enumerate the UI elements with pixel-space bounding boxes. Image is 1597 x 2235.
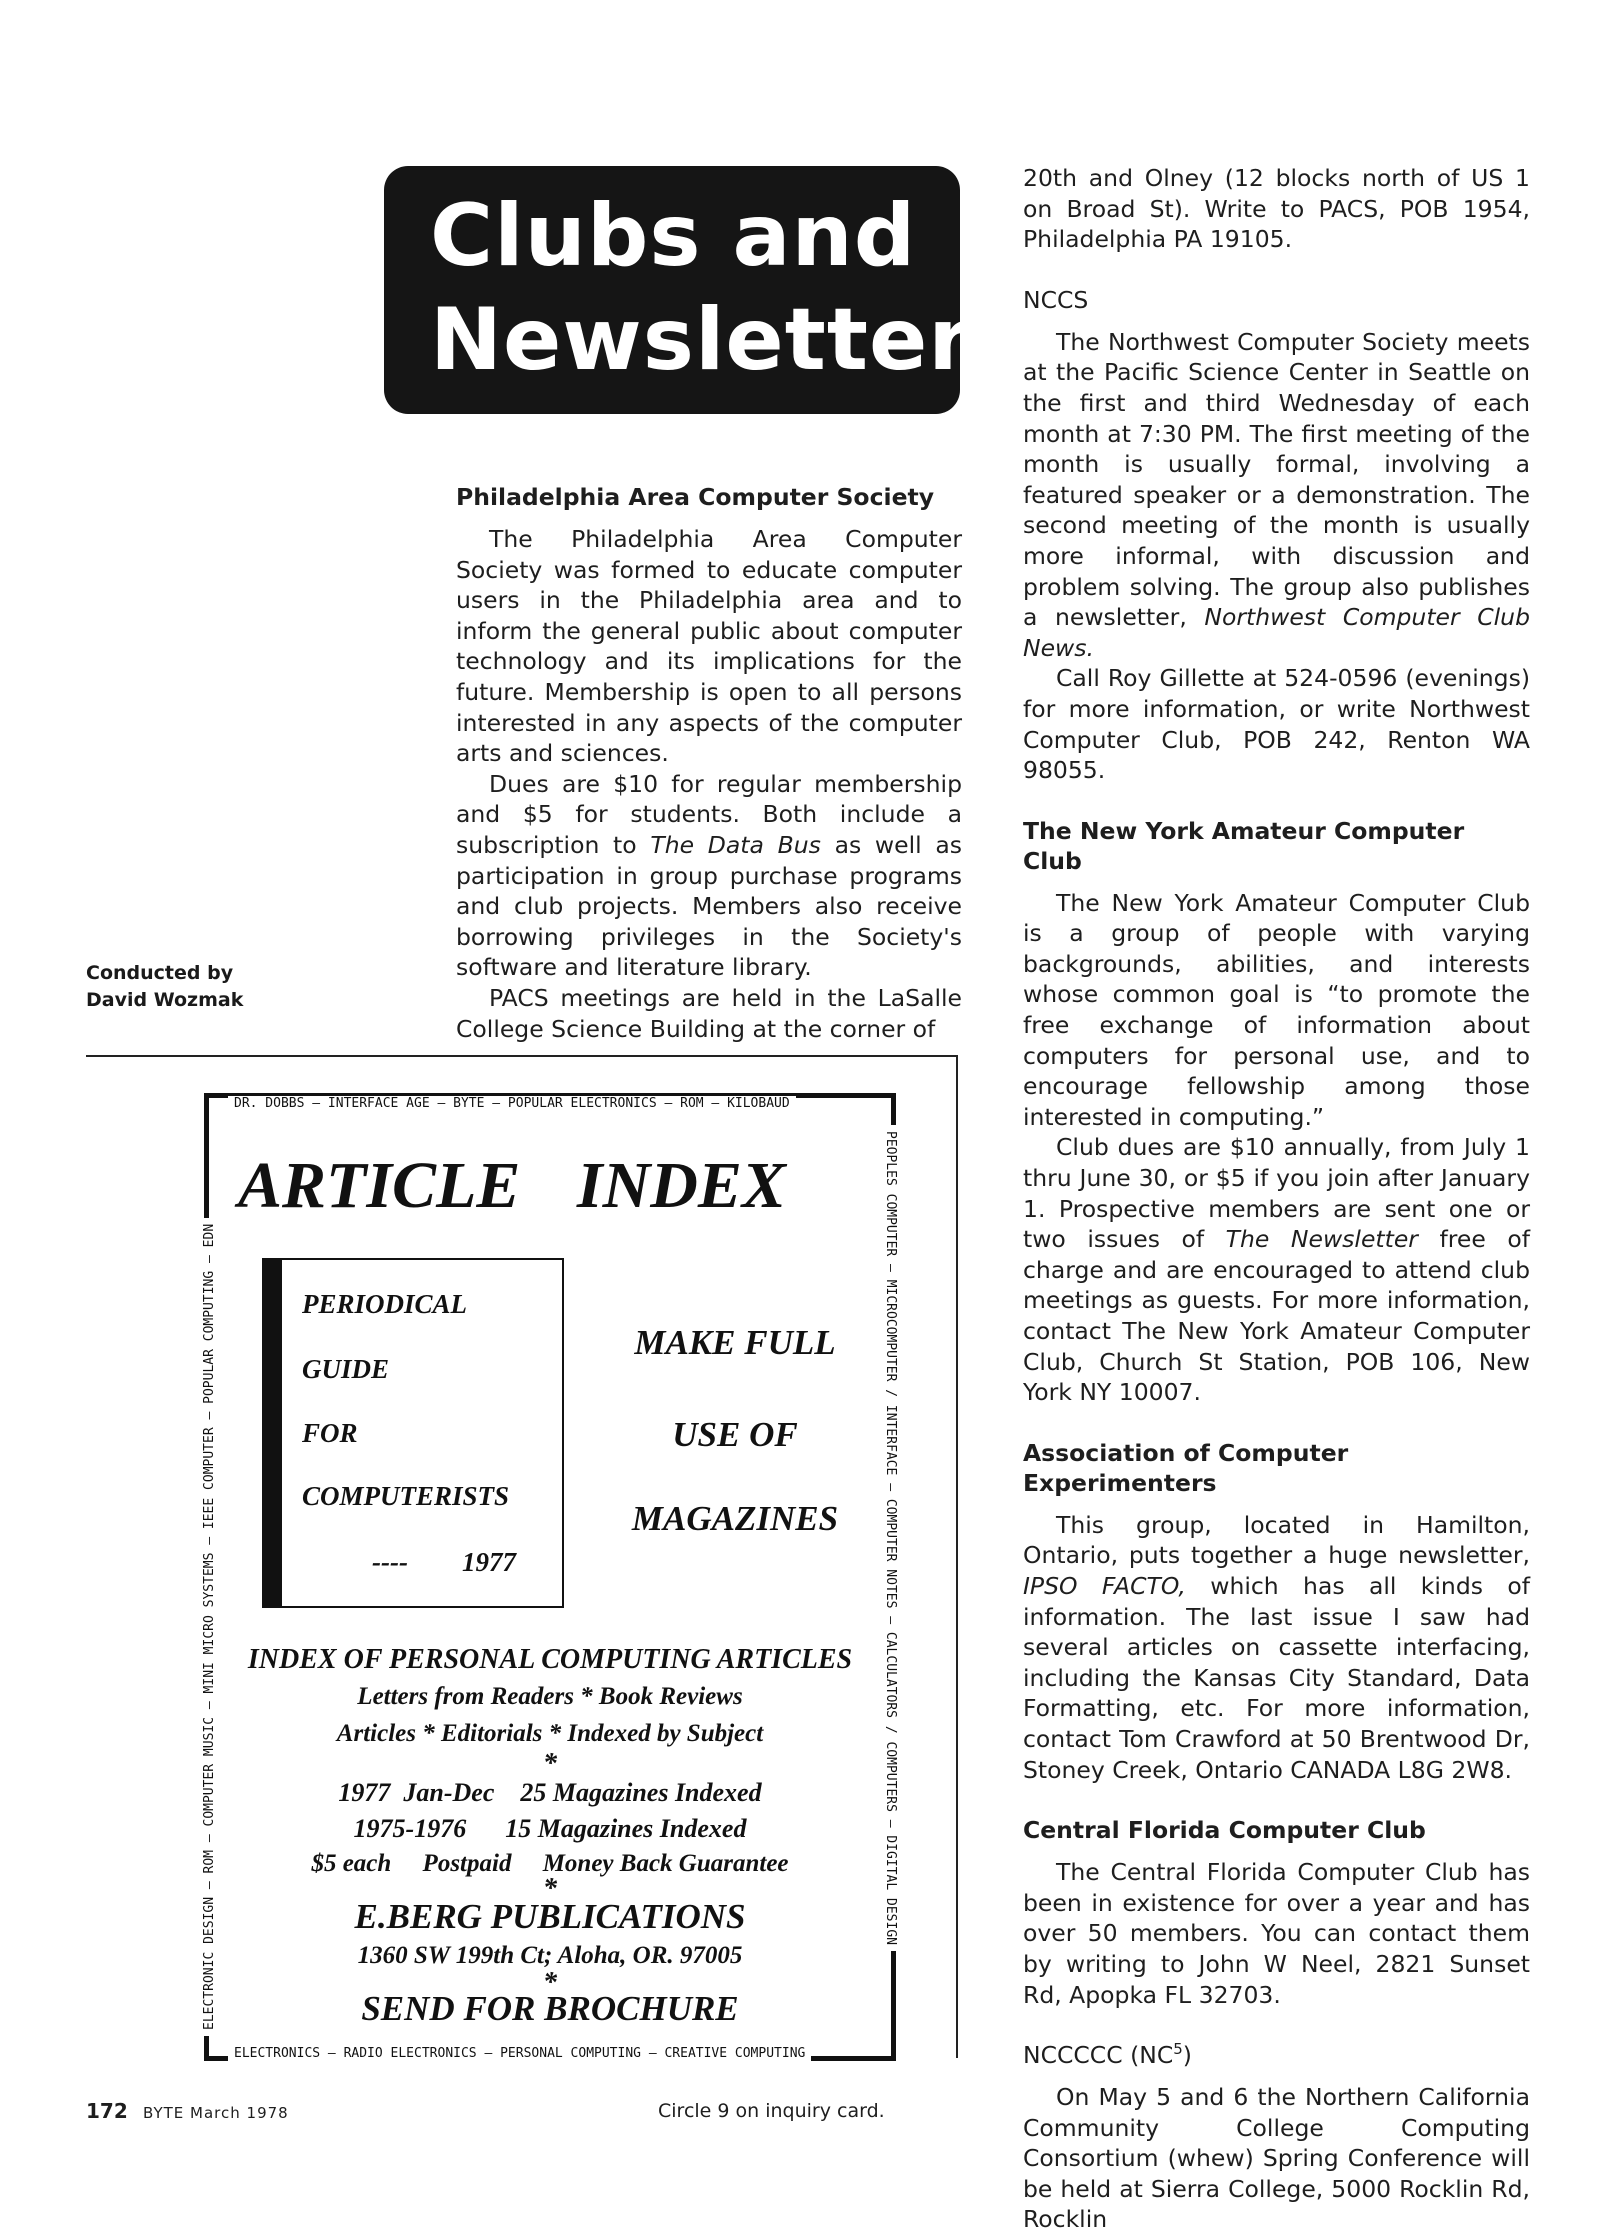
inquiry-note: Circle 9 on inquiry card.: [658, 2100, 885, 2122]
ad-border-bottom-text: ELECTRONICS — RADIO ELECTRONICS — PERSONAL COMPUTING — CREATIVE COMPUTING: [228, 2046, 811, 2061]
nyacc-paragraph-1: The New York Amateur Computer Club is a group of people with varying backgrounds, abilities, and interests whose common goal is “to promote the free exchange of information about computers for personal use, and to encourage fellowship among those interested in computing.”: [1023, 888, 1530, 1131]
data-bus-title: The Data Bus: [650, 830, 821, 859]
ad-row-price: $5 each Postpaid Money Back Guarantee: [311, 1850, 789, 1877]
ad-articles-line: Articles * Editorials * Indexed by Subject: [336, 1720, 764, 1747]
ad-border-right-text: PEOPLES COMPUTER — MICROCOMPUTER / INTERFACE — COMPUTER NOTES — CALCULATORS / COMPUTERS — DIGITAL DESIGN: [883, 1125, 898, 1951]
pacs-paragraph-1: The Philadelphia Area Computer Society was formed to educate computer users in the Philadelphia area and to inform the general public about computer technology and its implications for the future. Membership is open to all persons interested in any aspects of the computer arts and sciences.: [456, 525, 962, 768]
ad-star-2: *: [543, 1873, 557, 1904]
box-line: PERIODICAL: [302, 1289, 468, 1319]
box-year: ---- 1977: [372, 1547, 516, 1577]
ace-heading: Association of Computer Experimenters: [1023, 1438, 1349, 1497]
ace-paragraph-1: This group, located in Hamilton, Ontario, puts together a huge newsletter, IPSO FACTO, which has all kinds of information. The last issue I saw had several articles on cassette interfacing, including the Kansas City Standard, Data Formatting, etc. For more information, contact Tom Crawford at 50 Brentwood Dr, Stoney Creek, Ontario CANADA L8G 2W8.: [1023, 1510, 1530, 1784]
nccccc-heading: NCCCCC $(NC^5)$: [1023, 2040, 1192, 2070]
ad-address: 1360 SW 199th Ct; Aloha, OR. 97005: [357, 1942, 743, 1969]
title-line-1: Clubs and: [430, 186, 917, 286]
ipso-facto-title: IPSO FACTO,: [1023, 1571, 1186, 1600]
pacs-heading: Philadelphia Area Computer Society: [456, 483, 935, 511]
periodical-guide-bar: [262, 1258, 282, 1608]
ad-star-3: *: [543, 1967, 557, 1998]
ad-publisher: E.BERG PUBLICATIONS: [354, 1897, 746, 1936]
column-credit: [86, 960, 243, 1014]
credit-line-1: Conducted by: [86, 962, 234, 984]
nccs-newsletter-title: Northwest Computer Club News.: [1023, 603, 1530, 662]
box-line: GUIDE: [302, 1354, 390, 1384]
ad-border-left-text: ELECTRONIC DESIGN — ROM — COMPUTER MUSIC — MINI MICRO SYSTEMS — IEEE COMPUTER — POPULAR COMPUTING — EDN: [202, 1218, 217, 2036]
nyacc-newsletter-title: The Newsletter: [1225, 1225, 1418, 1254]
nccs-heading: NCCS: [1023, 285, 1089, 314]
section-title-block: [384, 166, 1024, 414]
nyacc-paragraph-2: Club dues are $10 annually, from July 1 thru June 30, or $5 if you join after January 1. Prospective members are sent one or two issues of The Newsletter free of charge and are encouraged to attend club meetings as guests. For more information, contact The New York Amateur Computer Club, Church St Station, POB 106, New York NY 10007.: [1023, 1133, 1530, 1407]
ad-cta: SEND FOR BROCHURE: [361, 1989, 739, 2028]
pacs-paragraph-2: Dues are $10 for regular membership and $5 for students. Both include a subscription to The Data Bus as well as participation in group purchase programs and club projects. Members also receive borrowing privileges in the Society's software and literature library.: [456, 769, 963, 982]
nccs-paragraph-2: Call Roy Gillette at 524-0596 (evenings) for more information, or write Northwest Computer Club, POB 242, Renton WA 98055.: [1023, 664, 1530, 785]
make-full-line: MAGAZINES: [631, 1499, 839, 1538]
ad-letters-line: Letters from Readers * Book Reviews: [357, 1683, 743, 1710]
box-line: COMPUTERISTS: [302, 1481, 510, 1511]
credit-line-2: David Wozmak: [86, 989, 244, 1011]
cfcc-heading: Central Florida Computer Club: [1023, 1816, 1426, 1845]
cfcc-paragraph-1: The Central Florida Computer Club has been in existence for over a year and has over 50 members. You can contact them by writing to John W Neel, 2821 Sunset Rd, Apopka FL 32703.: [1023, 1858, 1530, 2009]
make-full-line: MAKE FULL: [634, 1323, 836, 1362]
nyacc-heading: The New York Amateur Computer Club: [1023, 816, 1465, 875]
ad-headline: ARTICLE INDEX: [238, 1149, 786, 1222]
right-column: [1023, 163, 1530, 2235]
nccccc-paragraph-1: On May 5 and 6 the Northern California Community College Computing Consortium (whew) Spring Conference will be held at Sierra College, 5000 Rocklin Rd, Rocklin: [1023, 2083, 1530, 2234]
pacs-paragraph-3-continued: 20th and Olney (12 blocks north of US 1 on Broad St). Write to PACS, POB 1954, Philadelphia PA 19105.: [1023, 164, 1530, 254]
title-line-2: Newsletters: [430, 290, 1024, 390]
box-line: FOR: [302, 1418, 358, 1448]
middle-column: [456, 482, 962, 1044]
ad-index-line: INDEX OF PERSONAL COMPUTING ARTICLES: [247, 1644, 853, 1675]
magazine-issue: BYTE March 1978: [143, 2104, 289, 2122]
make-full-line: USE OF: [672, 1415, 798, 1454]
ad-row-1975: 1975-1976 15 Magazines Indexed: [353, 1814, 747, 1843]
nccs-paragraph-1: The Northwest Computer Society meets at the Pacific Science Center in Seattle on the first and third Wednesday of each month at 7:30 PM. The first meeting of the month is usually formal, involving a featured speaker or a demonstration. The second meeting of the month is usually more informal, with discussion and problem solving. The group also publishes a newsletter, Northwest Computer Club News.: [1023, 327, 1530, 662]
page-number: 172: [86, 2099, 128, 2123]
pacs-paragraph-3: PACS meetings are held in the LaSalle College Science Building at the corner of: [456, 983, 962, 1043]
ad-star-1: *: [543, 1748, 557, 1779]
ad-row-1977: 1977 Jan-Dec 25 Magazines Indexed: [338, 1778, 762, 1807]
ad-border-top-text: DR. DOBBS — INTERFACE AGE — BYTE — POPULAR ELECTRONICS — ROM — KILOBAUD: [228, 1096, 796, 1111]
